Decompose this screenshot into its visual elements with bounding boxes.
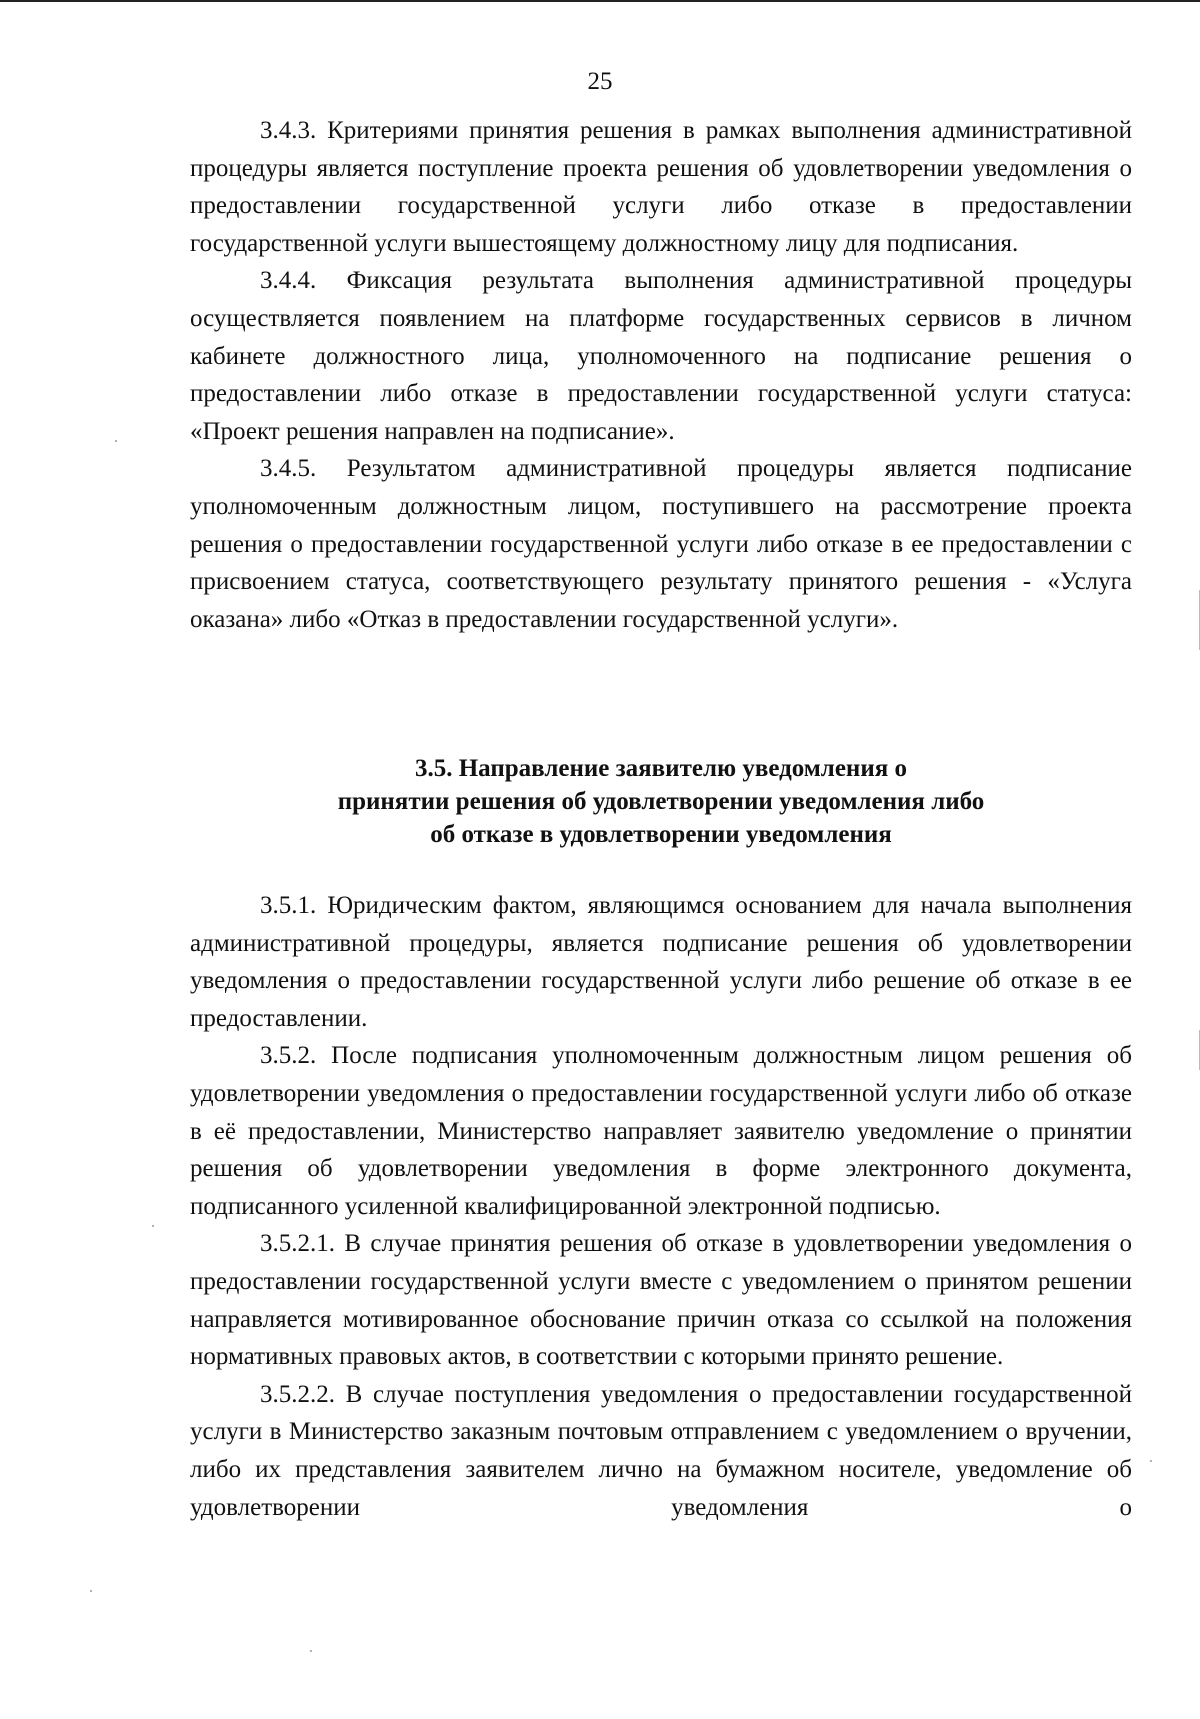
scan-speck: [115, 440, 117, 442]
paragraph-3-4-5: 3.4.5. Результатом административной процедуры является подписание уполномоченным должностным лицом, поступившего на рассмотрение проекта решения о предоставлении государственной услуги либо отказе в ее предоставлении с присвоением статуса, соответствующего результату принятого решения - «Услуга оказана» либо «Отказ в предоставлении государственной услуги».: [190, 455, 1132, 633]
page-top-edge: [0, 0, 1200, 2]
page-number: 25: [587, 68, 613, 95]
section-heading-3-5: [190, 752, 1132, 851]
scan-speck: [152, 1225, 154, 1227]
section-heading-line: 3.5. Направление заявителю уведомления о: [414, 755, 908, 782]
paragraph-3-5-1: 3.5.1. Юридическим фактом, являющимся основанием для начала выполнения административной процедуры, является подписание решения об удовлетворении уведомления о предоставлении государственной услуги либо решение об отказе в ее предоставлении.: [190, 892, 1132, 1032]
text-block-before-section: [190, 112, 1132, 638]
paragraph-3-5-2: 3.5.2. После подписания уполномоченным должностным лицом решения об удовлетворении уведомления о предоставлении государственной услуги либо об отказе в её предоставлении, Министерство направляет заявителю уведомление о принятии решения об удовлетворении уведомления в форме электронного документа, подписанного усиленной квалифицированной электронной подписью.: [190, 1042, 1132, 1220]
paragraph-3-5-2-1: 3.5.2.1. В случае принятия решения об отказе в удовлетворении уведомления о предоставлении государственной услуги вместе с уведомлением о принятом решении направляется мотивированное обоснование причин отказа со ссылкой на положения нормативных правовых актов, в соответствии с которыми принято решение.: [190, 1230, 1132, 1371]
section-heading-line: принятии решения об удовлетворении уведомления либо: [337, 788, 985, 815]
scan-speck: [90, 1590, 92, 1592]
section-heading-line: об отказе в удовлетворении уведомления: [430, 821, 892, 848]
text-block-after-section: [190, 887, 1132, 1526]
scan-speck: [310, 1650, 312, 1652]
scan-speck: [1150, 1460, 1152, 1462]
paragraph-3-5-2-2: 3.5.2.2. В случае поступления уведомления о предоставлении государственной услуги в Министерство заказным почтовым отправлением с уведомлением о вручении, либо их представления заявителем лично на бумажном носителе, уведомление об удовлетворении уведомления о: [190, 1380, 1132, 1521]
paragraph-3-4-3: 3.4.3. Критериями принятия решения в рамках выполнения административной процедуры является поступление проекта решения об удовлетворении уведомления о предоставлении государственной услуги либо отказе в предоставлении государственной услуги вышестоящему должностному лицу для подписания.: [190, 117, 1132, 257]
paragraph-3-4-4: 3.4.4. Фиксация результата выполнения административной процедуры осуществляется появлением на платформе государственных сервисов в личном кабинете должностного лица, уполномоченного на подписание решения о предоставлении либо отказе в предоставлении государственной услуги статуса: «Проект решения направлен на подписание».: [190, 267, 1132, 445]
